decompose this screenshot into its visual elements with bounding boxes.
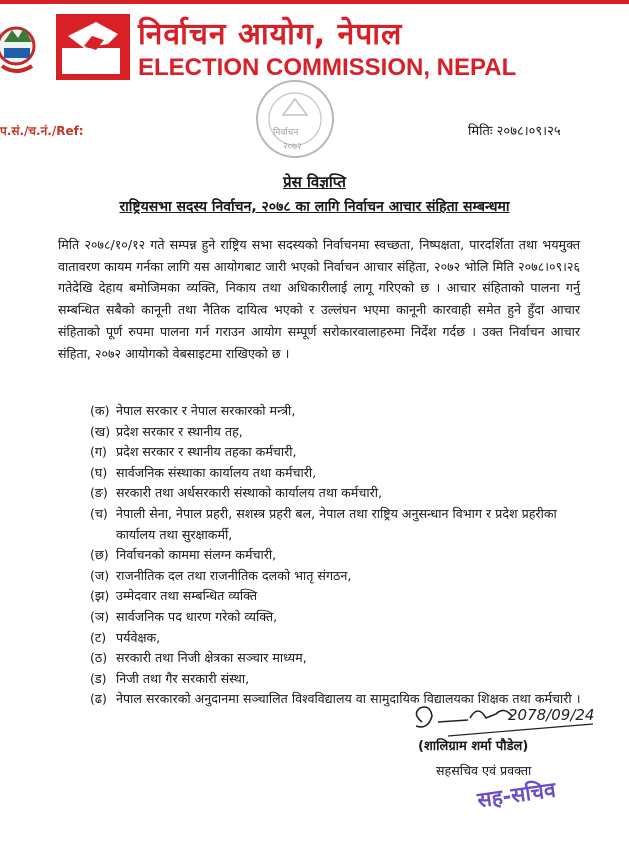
list-item: (छ) निर्वाचनको काममा संलग्न कर्मचारी, bbox=[90, 547, 277, 563]
election-commission-logo-icon bbox=[56, 14, 130, 80]
press-release-subject: राष्ट्रियसभा सदस्य निर्वाचन, २०७८ का लागि निर्वाचन आचार संहिता सम्बन्धमा bbox=[119, 199, 510, 215]
list-item: (ड) निजी तथा गैर सरकारी संस्था, bbox=[90, 670, 250, 686]
org-name-english: ELECTION COMMISSION, NEPAL bbox=[138, 54, 517, 81]
list-item: (ख) प्रदेश सरकार र स्थानीय तह, bbox=[90, 423, 243, 439]
list-item: (ग) प्रदेश सरकार र स्थानीय तहका कर्मचारी, bbox=[90, 444, 297, 460]
svg-text:निर्वाचन: निर्वाचन bbox=[273, 128, 299, 138]
reference-label: प.सं./च.नं./Ref: bbox=[0, 124, 84, 138]
office-seal-icon bbox=[253, 77, 338, 162]
designation-stamp: सह-सचिव bbox=[475, 777, 558, 813]
list-item: (ढ) नेपाल सरकारको अनुदानमा सञ्चालित विश्वविद्यालय वा सामुदायिक विद्यालयका शिक्षक तथा कर्मचारी । bbox=[90, 691, 581, 707]
signatory-name: (शालिग्राम शर्मा पौडेल) bbox=[418, 739, 529, 754]
list-item: (ठ) सरकारी तथा निजी क्षेत्रका सञ्चार माध्यम, bbox=[90, 650, 307, 666]
list-item: (च) नेपाली सेना, नेपाल प्रहरी, सशस्त्र प्रहरी बल, नेपाल तथा राष्ट्रिय अनुसन्धान विभाग र प्रदेश प्रहरीका कार्यालय तथा सुरक्षाकर्मी, bbox=[90, 505, 557, 542]
signature-date: 2078/09/24 bbox=[508, 706, 595, 724]
list-item: (ज) राजनीतिक दल तथा राजनीतिक दलको भातृ संगठन, bbox=[90, 567, 352, 583]
nepal-emblem-icon bbox=[0, 12, 40, 82]
org-name-nepali: निर्वाचन आयोग, नेपाल bbox=[138, 17, 403, 52]
header-red-line bbox=[0, 0, 629, 4]
list-item: (क) नेपाल सरकार र नेपाल सरकारको मन्त्री, bbox=[90, 403, 296, 418]
svg-text:२०७२: २०७२ bbox=[283, 142, 302, 152]
applicable-entities-list bbox=[90, 401, 585, 710]
list-item: (घ) सार्वजनिक संस्थाका कार्यालय तथा कर्मचारी, bbox=[90, 464, 317, 480]
list-item: (झ) उम्मेदवार तथा सम्बन्धित व्यक्ति bbox=[90, 588, 258, 604]
list-item: (ञ) सार्वजनिक पद धारण गरेको व्यक्ति, bbox=[90, 608, 278, 624]
signatory-title: सहसचिव एवं प्रवक्ता bbox=[436, 763, 532, 778]
press-release-body: मिति २०७८/१०/१२ गते सम्पन्न हुने राष्ट्रिय सभा सदस्यको निर्वाचनमा स्वच्छता, निष्पक्षता, पारदर्शिता तथा भयमुक्त वातावरण कायम गर्नका लागि यस आयोगबाट जारी भएको निर्वाचन आचार संहिता, २०७२ भोलि मिति २०७८।०९।२६ गतेदेखि देहाय बमोजिमका व्यक्ति, निकाय तथा अधिकारीलाई लागू गरिएको छ । आचार संहिताको पालना गर्नु सम्बन्धित सबैको कानूनी तथा नैतिक दायित्व भएको र उल्लंघन भएमा कानूनी कारवाही समेत हुने हुँदा आचार संहिताको पूर्ण रुपमा पालना गर्न गराउन आयोग सम्पूर्ण सरोकारवालाहरुमा निर्देश गर्दछ । उक्त निर्वाचन आचार संहिता, २०७२ आयोगको वेबसाइटमा राखिएको छ । bbox=[58, 237, 580, 361]
press-release-title: प्रेस विज्ञप्ति bbox=[283, 173, 346, 191]
letter-date: मितिः २०७८।०९।२५ bbox=[468, 124, 561, 139]
list-item: (ट) पर्यवेक्षक, bbox=[90, 629, 161, 645]
list-item: (ङ) सरकारी तथा अर्धसरकारी संस्थाको कार्यालय तथा कर्मचारी, bbox=[90, 485, 383, 501]
